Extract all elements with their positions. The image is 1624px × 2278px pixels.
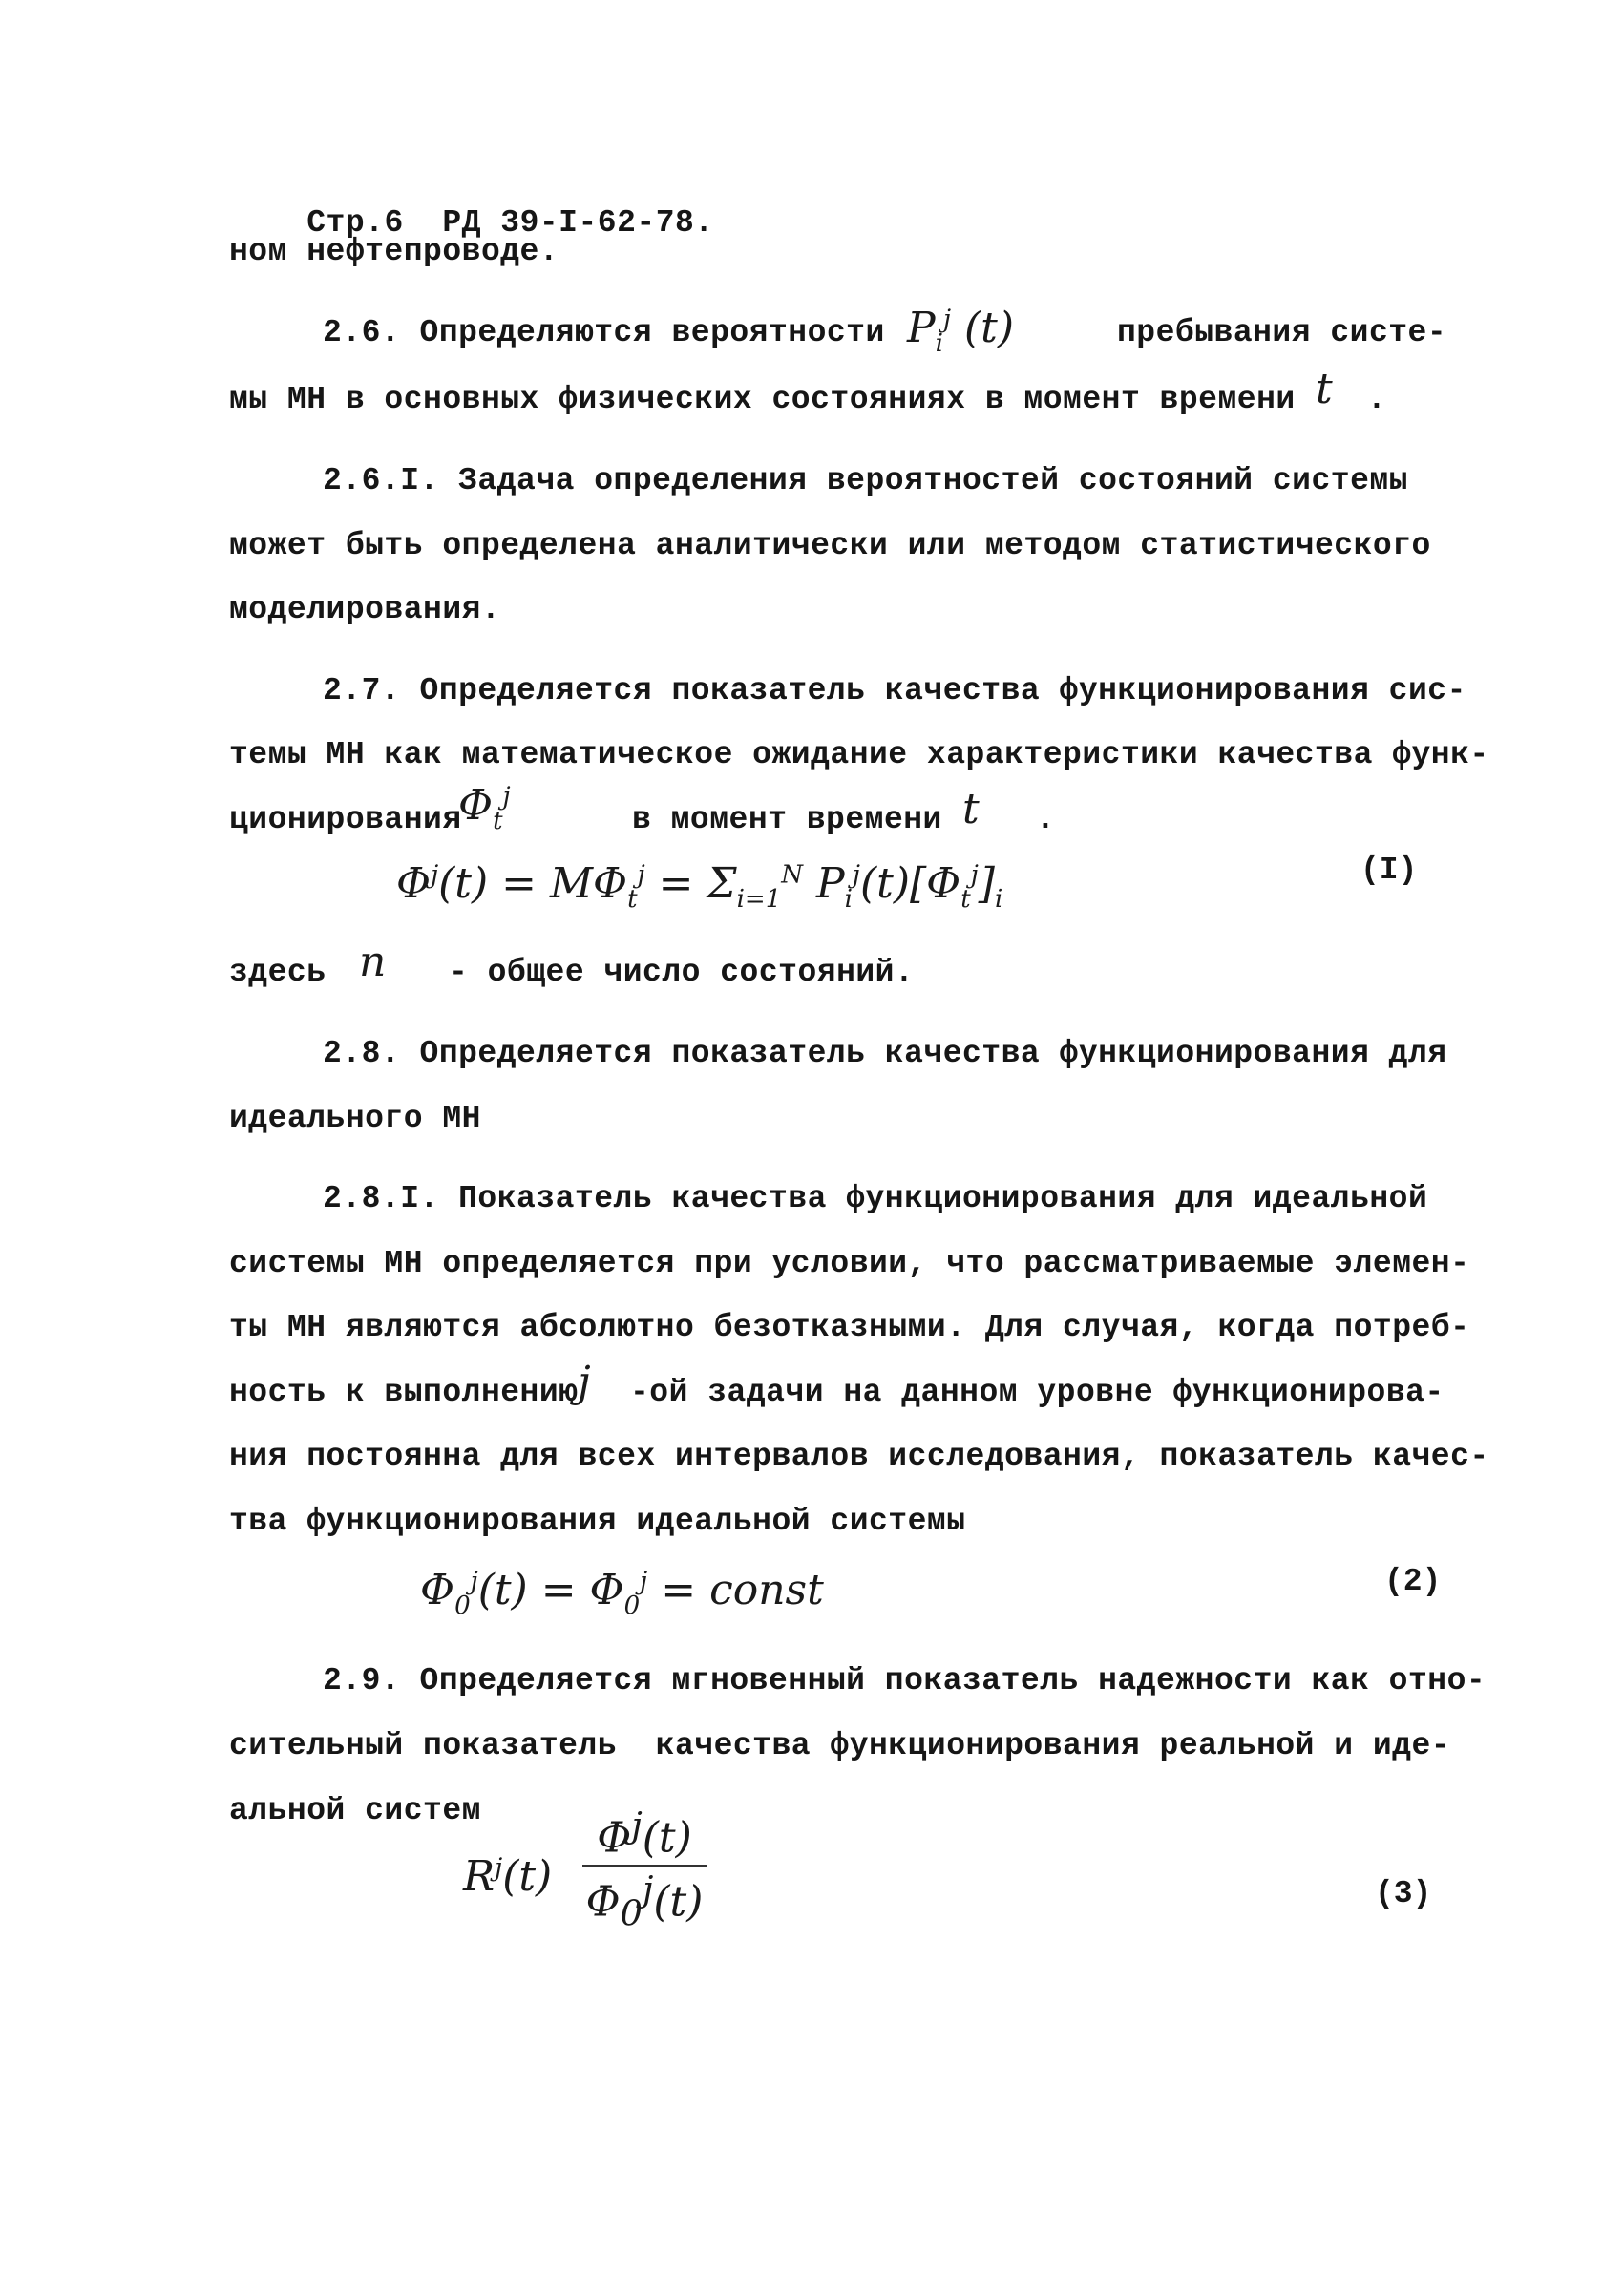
text-line: системы МН определяется при условии, что рассматриваемые элемен- xyxy=(229,1246,1470,1281)
equation-number: (2) xyxy=(1384,1564,1442,1599)
equation-3-fraction xyxy=(582,1804,707,1933)
text-line: - общее число состояний. xyxy=(449,955,915,990)
text-line: идеального МН xyxy=(229,1101,481,1136)
symbol-j: j xyxy=(578,1358,591,1406)
equation-3-numerator: $\Phi^j(t)$ xyxy=(597,1804,692,1863)
text-line: 2.8. Определяется показатель качества функционирования для xyxy=(323,1036,1447,1071)
equation-number: (I) xyxy=(1360,853,1418,888)
text-line: ном нефтепроводе. xyxy=(229,234,559,269)
equation-3-denominator: $\Phi_0^j(t)$ xyxy=(585,1867,704,1934)
text-line: может быть определена аналитически или методом статистического xyxy=(229,528,1431,563)
text-line: 2.9. Определяется мгновенный показатель надежности как отно- xyxy=(323,1663,1487,1698)
text-line: тва функционирования идеальной системы xyxy=(229,1504,966,1539)
symbol-probability: $P_i^j$ (t) xyxy=(907,304,1014,358)
equation-3-lhs: $R^j(t)$ xyxy=(463,1852,553,1901)
equation-1: $\Phi^j(t) = M\Phi_t^j = \Sigma_{i=1}^N$ $P_i^j(t)[\Phi_t^j]_i$ xyxy=(396,859,1003,914)
text-line: 2.6. Определяются вероятности xyxy=(323,315,885,350)
page-number: 6 xyxy=(384,205,404,241)
text-line: сительный показатель качества функционирования реальной и иде- xyxy=(229,1728,1451,1763)
text-line: ты МН являются абсолютно безотказными. Для случая, когда потреб- xyxy=(229,1310,1470,1345)
text-line: мы МН в основных физических состояниях в момент времени xyxy=(229,382,1296,417)
text-line: 2.6.I. Задача определения вероятностей состояний системы xyxy=(323,463,1408,498)
fraction-bar xyxy=(582,1865,707,1867)
text-line: моделирования. xyxy=(229,592,501,627)
equation-2: $\Phi_0^j(t) = \Phi_0^j$ = const xyxy=(420,1566,824,1620)
symbol-n: n xyxy=(359,938,387,986)
text-line: пребывания систе- xyxy=(1117,315,1447,350)
text-line: 2.7. Определяется показатель качества функционирования сис- xyxy=(323,673,1466,708)
text-line: 2.8.I. Показатель качества функционирования для идеальной xyxy=(323,1181,1428,1216)
text-line: альной систем xyxy=(229,1793,481,1828)
text-line: -ой задачи на данном уровне функционирова- xyxy=(630,1375,1445,1410)
symbol-time: t xyxy=(1316,365,1333,413)
text-line: в момент времени xyxy=(632,802,942,837)
page-label: Стр. xyxy=(306,205,385,241)
text-line: ционирования xyxy=(229,802,462,837)
text-line: ния постоянна для всех интервалов исследования, показатель качес- xyxy=(229,1439,1489,1474)
doc-code: РД 39-I-62-78. xyxy=(442,205,714,241)
equation-number: (3) xyxy=(1375,1876,1432,1911)
text-line: здесь xyxy=(229,955,327,990)
text-line: . xyxy=(1036,802,1056,837)
text-line: . xyxy=(1367,382,1387,417)
symbol-time: t xyxy=(962,785,980,833)
text-line: ность к выполнению xyxy=(229,1375,579,1410)
text-line: темы МН как математическое ожидание характеристики качества функ- xyxy=(229,737,1489,772)
symbol-phi-t: $\Phi_t^j$ xyxy=(458,781,511,835)
